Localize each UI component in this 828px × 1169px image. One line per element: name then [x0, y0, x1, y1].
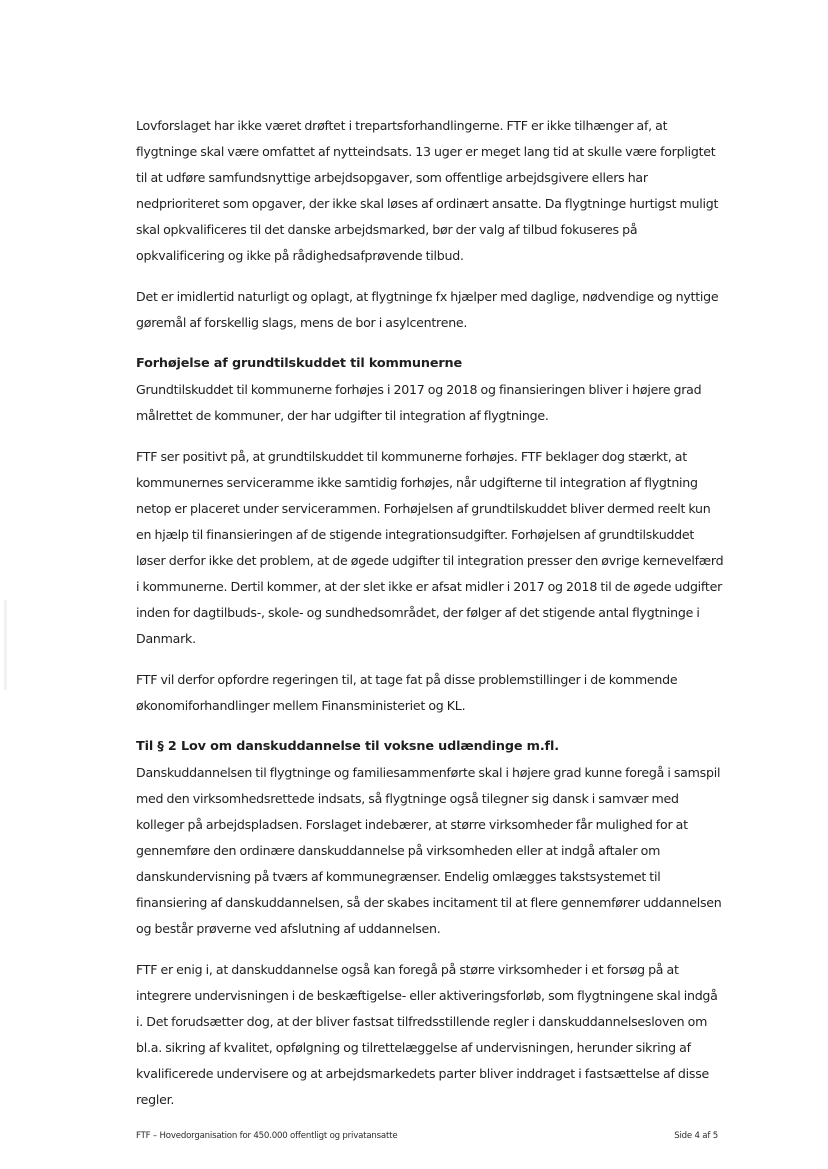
- paragraph-grundtilskud-position: FTF ser positivt på, at grundtilskuddet til kommunerne forhøjes. FTF beklager dog stærkt, at kommunernes serviceramme ikke samtidig forhøjes, når udgifterne til integration af flygtning netop er placeret under servicerammen. Forhøjelsen af grundtilskuddet bliver dermed reelt kun en hjælp til finansieringen af de stigende integrationsudgifter. Forhøjelsen af grundtilskuddet løser derfor ikke det problem, at de øgede udgifter til integration presser den øvrige kernevelfærd i kommunerne. Dertil kommer, at der slet ikke er afsat midler i 2017 og 2018 til de øgede udgifter inden for dagtilbuds-, skole- og sundhedsområdet, der følger af det stigende antal flygtninge i Danmark.: [136, 449, 724, 646]
- paragraph-grundtilskud-intro: Grundtilskuddet til kommunerne forhøjes i 2017 og 2018 og finansieringen bliver i højere grad målrettet de kommuner, der har udgifter til integration af flygtninge.: [136, 382, 702, 423]
- paragraph-nytteindsats: Lovforslaget har ikke været drøftet i trepartsforhandlingerne. FTF er ikke tilhænger af, at flygtninge skal være omfattet af nytteindsats. 13 uger er meget lang tid at skulle være forpligtet til at udføre samfundsnyttige arbejdsopgaver, som offentlige arbejdsgivere ellers har nedprioriteret som opgaver, der ikke skal løses af ordinært ansatte. Da flygtninge hurtigst muligt skal opkvalificeres til det danske arbejdsmarked, bør der valg af tilbud fokuseres på opkvalificering og ikke på rådighedsafprøvende tilbud.: [136, 118, 719, 263]
- section-heading-danskuddannelse: Til § 2 Lov om danskuddannelse til voksne udlændinge m.fl.: [136, 739, 559, 754]
- document-body: [136, 113, 724, 1113]
- paragraph-asylcentre: Det er imidlertid naturligt og oplagt, at flygtninge fx hjælper med daglige, nødvendige og nyttige gøremål af forskellig slags, mens de bor i asylcentrene.: [136, 289, 719, 330]
- scan-edge-mark: [4, 600, 7, 690]
- paragraph-danskuddannelse-position: FTF er enig i, at danskuddannelse også kan foregå på større virksomheder i et forsøg på at integrere undervisningen i de beskæftigelse- eller aktiveringsforløb, som flygtningene skal indgå i. Det forudsætter dog, at der bliver fastsat tilfredsstillende regler i danskuddannelsesloven om bl.a. sikring af kvalitet, opfølgning og tilrettelæggelse af undervisningen, herunder sikring af kvalificerede undervisere og at arbejdsmarkedets parter bliver inddraget i fastsættelse af disse regler.: [136, 962, 718, 1107]
- footer-page-number: Side 4 af 5: [674, 1131, 718, 1141]
- footer-organization: FTF – Hovedorganisation for 450.000 offentligt og privatansatte: [136, 1131, 398, 1141]
- paragraph-grundtilskud-appeal: FTF vil derfor opfordre regeringen til, at tage fat på disse problemstillinger i de kommende økonomiforhandlinger mellem Finansministeriet og KL.: [136, 672, 678, 713]
- paragraph-danskuddannelse-intro: Danskuddannelsen til flygtninge og familiesammenførte skal i højere grad kunne foregå i samspil med den virksomhedsrettede indsats, så flygtninge også tilegner sig dansk i samvær med kolleger på arbejdspladsen. Forslaget indebærer, at større virksomheder får mulighed for at gennemføre den ordinære danskuddannelse på virksomheden eller at indgå aftaler om danskundervisning på tværs af kommunegrænser. Endelig omlægges takstsystemet til finansiering af danskuddannelsen, så der skabes incitament til at flere gennemfører uddannelsen og består prøverne ved afslutning af uddannelsen.: [136, 765, 722, 936]
- section-heading-grundtilskud: Forhøjelse af grundtilskuddet til kommunerne: [136, 356, 463, 371]
